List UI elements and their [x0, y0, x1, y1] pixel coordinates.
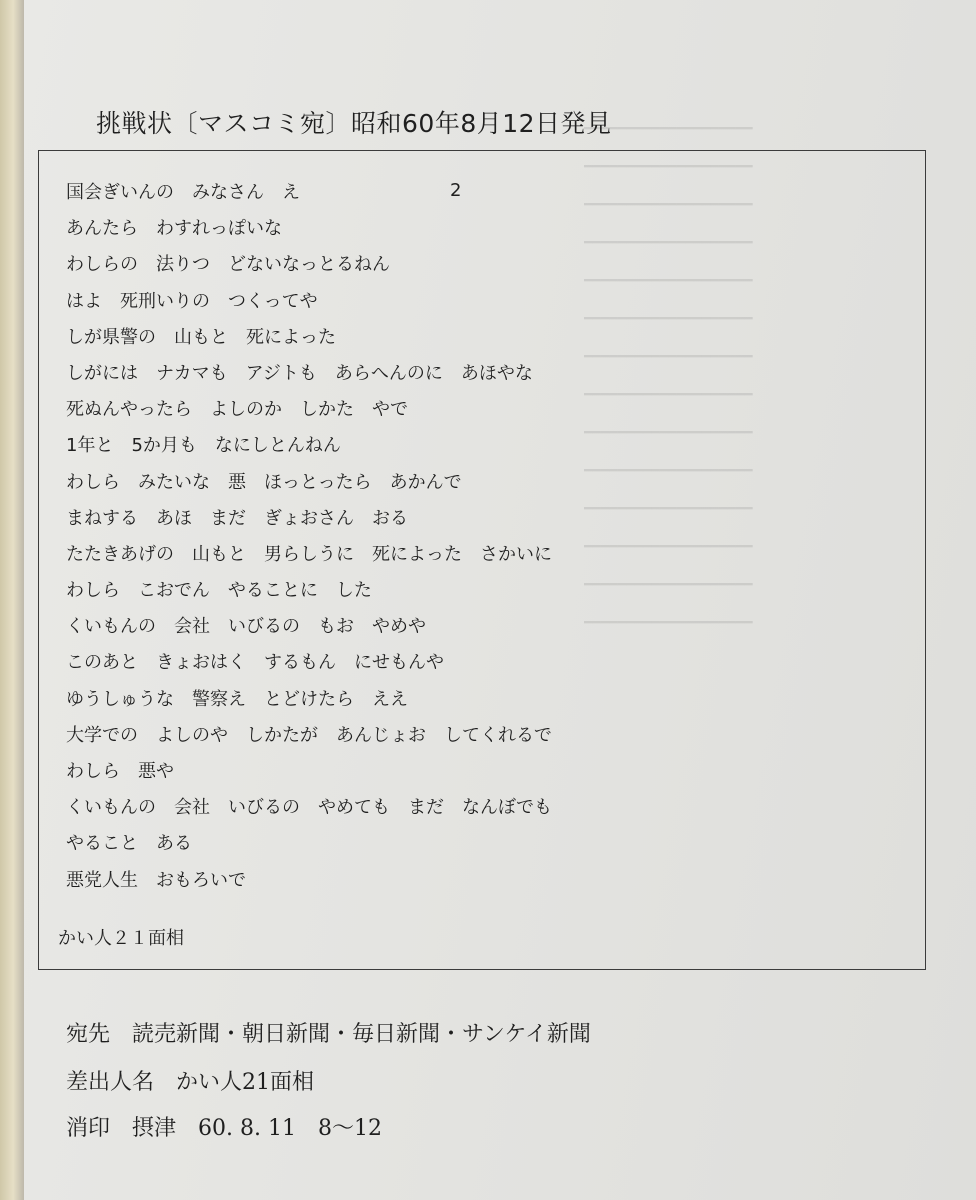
sender-value: かい人21面相: [176, 1070, 315, 1095]
addressee-value: 読売新聞・朝日新聞・毎日新聞・サンケイ新聞: [132, 1022, 591, 1047]
letter-line: くいもんの 会社 いびるの もお やめや: [66, 616, 426, 638]
letter-line: 悪党人生 おもろいで: [66, 869, 246, 891]
letter-line: わしら 悪や: [66, 761, 174, 782]
letter-line: このあと きょおはく するもん にせもんや: [66, 652, 444, 674]
addressee-label: 宛先: [66, 1022, 111, 1047]
letter-line: わしら みたいな 悪 ほっとったら あかんで: [66, 471, 462, 493]
letter-line: 国会ぎいんの みなさん え: [66, 182, 300, 203]
letter-line: ゆうしゅうな 警察え とどけたら ええ: [66, 688, 408, 710]
letter-line: やること ある: [66, 833, 192, 855]
adjacent-page-edge: [0, 0, 24, 1200]
sender-label: 差出人名: [66, 1070, 155, 1095]
letter-line: まねする あほ まだ ぎょおさん おる: [66, 507, 408, 529]
letter-line: しが県警の 山もと 死によった: [66, 326, 336, 348]
page-title: 挑戦状〔マスコミ宛〕昭和60年8月12日発見: [96, 109, 612, 138]
letter-line: 1年と 5か月も なにしとんねん: [66, 435, 341, 457]
letter-line: しがには ナカマも アジトも あらへんのに あほやな: [66, 362, 533, 384]
letter-line: わしらの 法りつ どないなっとるねん: [66, 254, 390, 276]
postmark-value: 摂津 60. 8. 11 8〜12: [132, 1116, 382, 1141]
letter-line: はよ 死刑いりの つくってや: [66, 290, 318, 312]
letter-line: 大学での よしのや しかたが あんじょお してくれるで: [66, 724, 552, 746]
letter-line: わしら こおでん やることに した: [66, 580, 372, 602]
letter-page-number: 2: [450, 180, 462, 201]
letter-line: あんたら わすれっぽいな: [66, 218, 282, 240]
letter-line: 死ぬんやったら よしのか しかた やで: [66, 399, 408, 421]
letter-line: くいもんの 会社 いびるの やめても まだ なんぼでも: [66, 797, 552, 819]
letter-line: たたきあげの 山もと 男らしうに 死によった さかいに: [66, 543, 552, 565]
postmark-label: 消印: [66, 1116, 111, 1141]
bleed-through-text: ━━━━━━━━━━━━━━━━━━━━ ━━━━━━━━━━━━━━━━━━━━ ━━━━━━━━━━━━━━━━━━━━ ━━━━━━━━━━━━━━━━━━━━ ━━━━━━━━━━━━━━━━━━━━ ━━━━━━━━━━━━━━━━━━━━ ━━━━━━━━━━━━━━━━━━━━ ━━━━━━━━━━━━━━━━━━━━ ━━━━━━━━━━━━━━━━━━━━ ━━━━━━━━━━━━━━━━━━━━ ━━━━━━━━━━━━━━━━━━━━ ━━━━━━━━━━━━━━━━━━━━ ━━━━━━━━━━━━━━━━━━━━ ━━━━━━━━━━━━━━━━━━━━: [584, 121, 753, 631]
letter-body: [66, 175, 846, 899]
postmark-row: [52, 1086, 382, 1142]
letter-signature: かい人２１面相: [58, 928, 184, 949]
